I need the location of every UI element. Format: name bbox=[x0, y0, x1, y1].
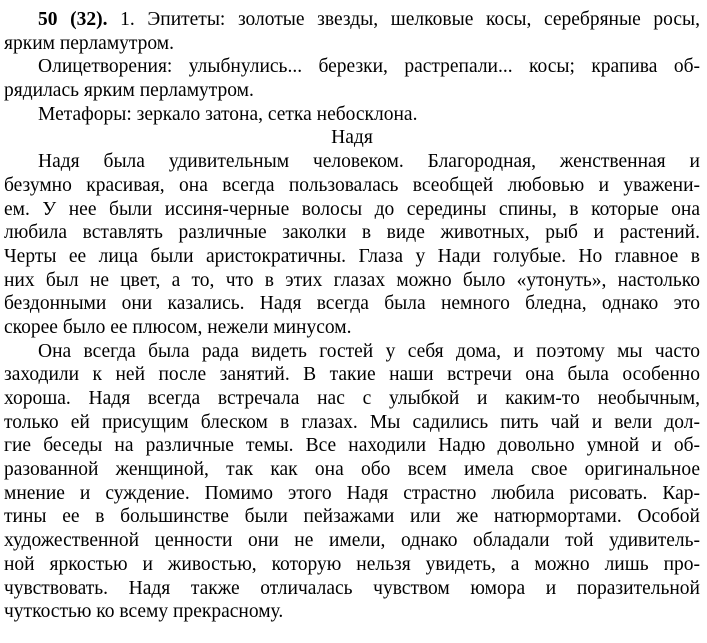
text-line: бездонными они казались. Надя всегда была немного бледна, однако это bbox=[4, 293, 700, 315]
text-line: Метафоры: зеркало затона, сетка небосклона. bbox=[38, 103, 418, 125]
text-line: хороша. Надя всегда встречала нас с улыбкой и каким-то необычным, bbox=[4, 388, 700, 409]
text-line: них был не цвет, а то, что в этих глазах можно было «утонуть», настолько bbox=[4, 269, 700, 291]
text-line: безумно красивая, она всегда пользовалась всеобщей любовью и уважени- bbox=[4, 174, 700, 196]
text-line: чувствовать. Надя также отличалась чувством юмора и поразительной bbox=[4, 577, 700, 599]
document-body bbox=[4, 8, 700, 624]
text-line: любила вставлять различные заколки в виде животных, рыб и растений. bbox=[4, 222, 700, 244]
text-line: художественной ценности они не имели, однако обладали той удивитель- bbox=[4, 530, 700, 552]
text-line: мнение и суждение. Помимо этого Надя страстно любила рисовать. Кар- bbox=[4, 482, 700, 504]
text-line: Олицетворения: улыбнулись... березки, растрепали... косы; крапива об- bbox=[38, 56, 700, 78]
text-line: разованной женщиной, так как она обо всем имела свое оригинальное bbox=[4, 459, 700, 481]
text-line: гие беседы на различные темы. Все находили Надю довольно умной и об- bbox=[4, 435, 700, 457]
text-line bbox=[4, 8, 700, 32]
text-line: рядилась ярким перламутром. bbox=[4, 80, 254, 102]
text-line: только ей присущим блеском в глазах. Мы садились пить чай и вели дол- bbox=[4, 411, 700, 433]
text-line: ной яркостью и живостью, которую нельзя увидеть, а можно лишь про- bbox=[4, 553, 700, 575]
text-line: Черты ее лица были аристократичны. Глаза у Нади голубые. Но главное в bbox=[4, 245, 700, 267]
exercise-number: 50 (32). bbox=[38, 9, 108, 30]
text-line: тины ее в большинстве были пейзажами или же натюрмортами. Особой bbox=[4, 506, 700, 528]
text-line: Она всегда была рада видеть гостей у себя дома, и поэтому мы часто bbox=[38, 340, 700, 362]
text-line: скорее было ее плюсом, нежели минусом. bbox=[4, 316, 352, 338]
line-text: 1. Эпитеты: золотые звезды, шелковые косы, серебряные росы, bbox=[107, 9, 700, 30]
document-title: Надя bbox=[331, 127, 373, 149]
text-line: ем. У нее были иссиня-черные волосы до середины спины, в которые она bbox=[4, 198, 700, 220]
text-line: ярким перламутром. bbox=[4, 32, 175, 54]
text-line: заходили к ней после занятий. В такие наши встречи она была особенно bbox=[4, 364, 700, 386]
text-line: чуткостью ко всему прекрасному. bbox=[4, 601, 284, 623]
text-line: Надя была удивительным человеком. Благородная, женственная и bbox=[38, 151, 700, 173]
